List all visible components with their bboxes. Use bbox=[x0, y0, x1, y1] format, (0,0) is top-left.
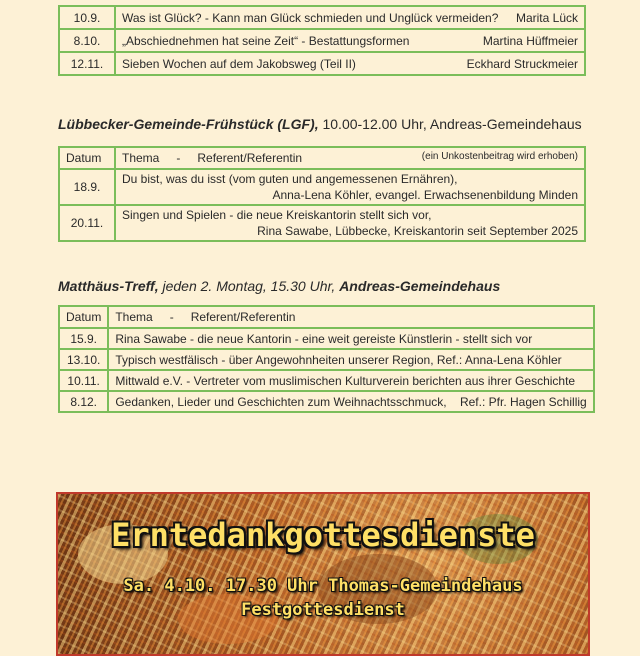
referent: Martina Hüffmeier bbox=[482, 33, 578, 48]
header-dash: - bbox=[169, 310, 174, 324]
date-cell: 13.10. bbox=[59, 349, 108, 370]
topic: Was ist Glück? - Kann man Glück schmieden und Unglück vermeiden? bbox=[122, 10, 499, 25]
topic: Singen und Spielen - die neue Kreiskantorin stellt sich vor, bbox=[122, 208, 432, 222]
events-table-3 bbox=[58, 305, 595, 413]
date-cell: 15.9. bbox=[59, 328, 108, 349]
topic-cell bbox=[115, 205, 585, 241]
header-date: Datum bbox=[59, 306, 108, 328]
banner-service-time: Sa. 4.10. 17.30 Uhr Thomas-Gemeindehaus bbox=[123, 576, 523, 596]
section-details: 10.00-12.00 Uhr, Andreas-Gemeindehaus bbox=[318, 116, 582, 132]
cost-hint: (ein Unkostenbeitrag wird erhoben) bbox=[421, 151, 578, 162]
table-header bbox=[59, 147, 585, 169]
header-referent: Referent/Referentin bbox=[190, 310, 296, 324]
referent: Eckhard Struckmeier bbox=[466, 56, 578, 71]
header-dash: - bbox=[176, 151, 181, 165]
referent: Rina Sawabe, Lübbecke, Kreiskantorin seit September 2025 bbox=[257, 224, 578, 238]
topic: „Abschiednehmen hat seine Zeit“ - Bestattungsformen bbox=[122, 33, 410, 48]
table-row bbox=[59, 6, 585, 29]
topic: Sieben Wochen auf dem Jakobsweg (Teil II) bbox=[122, 56, 356, 71]
section-place: Andreas-Gemeindehaus bbox=[339, 278, 501, 294]
table-row bbox=[59, 391, 594, 412]
section-title-lgf bbox=[58, 116, 582, 132]
table-header bbox=[59, 306, 594, 328]
table-row bbox=[59, 349, 594, 370]
topic-cell: Mittwald e.V. - Vertreter vom muslimischen Kulturverein berichten aus ihrer Geschichte bbox=[108, 370, 593, 391]
date-cell: 8.12. bbox=[59, 391, 108, 412]
topic-cell bbox=[115, 29, 585, 52]
referent: Marita Lück bbox=[515, 10, 578, 25]
harvest-banner bbox=[56, 492, 590, 656]
section-title-matthaeus bbox=[58, 278, 500, 294]
table-row bbox=[59, 328, 594, 349]
referent: Anna-Lena Köhler, evangel. Erwachsenenbildung Minden bbox=[272, 188, 578, 202]
section-details: jeden 2. Montag, 15.30 Uhr, bbox=[158, 278, 340, 294]
date-cell: 10.9. bbox=[59, 6, 115, 29]
header-date: Datum bbox=[59, 147, 115, 169]
table-row bbox=[59, 169, 585, 205]
topic-cell bbox=[115, 52, 585, 75]
topic-cell: Rina Sawabe - die neue Kantorin - eine weit gereiste Künstlerin - stellt sich vor bbox=[108, 328, 593, 349]
section-name: Matthäus-Treff, bbox=[58, 278, 159, 294]
topic-cell: Typisch westfälisch - über Angewohnheiten unserer Region, Ref.: Anna-Lena Köhler bbox=[108, 349, 593, 370]
header-thema: Thema bbox=[115, 310, 153, 324]
header-referent: Referent/Referentin bbox=[197, 151, 303, 165]
date-cell: 10.11. bbox=[59, 370, 108, 391]
table-row bbox=[59, 370, 594, 391]
header-topic bbox=[108, 306, 593, 328]
header-thema: Thema bbox=[122, 151, 160, 165]
topic: Du bist, was du isst (vom guten und angemessenen Ernähren), bbox=[122, 172, 458, 186]
date-cell: 8.10. bbox=[59, 29, 115, 52]
banner-service-type: Festgottesdienst bbox=[241, 600, 405, 620]
topic-cell: Gedanken, Lieder und Geschichten zum Weihnachtsschmuck, Ref.: Pfr. Hagen Schillig bbox=[108, 391, 593, 412]
topic-cell bbox=[115, 6, 585, 29]
events-table-1 bbox=[58, 5, 586, 76]
table-row bbox=[59, 29, 585, 52]
section-name: Lübbecker-Gemeinde-Frühstück (LGF), bbox=[58, 116, 319, 132]
topic-cell bbox=[115, 169, 585, 205]
header-topic bbox=[115, 147, 585, 169]
table-row bbox=[59, 205, 585, 241]
banner-title: Erntedankgottesdienste bbox=[111, 516, 535, 554]
date-cell: 20.11. bbox=[59, 205, 115, 241]
date-cell: 12.11. bbox=[59, 52, 115, 75]
table-row bbox=[59, 52, 585, 75]
events-table-2 bbox=[58, 146, 586, 242]
date-cell: 18.9. bbox=[59, 169, 115, 205]
